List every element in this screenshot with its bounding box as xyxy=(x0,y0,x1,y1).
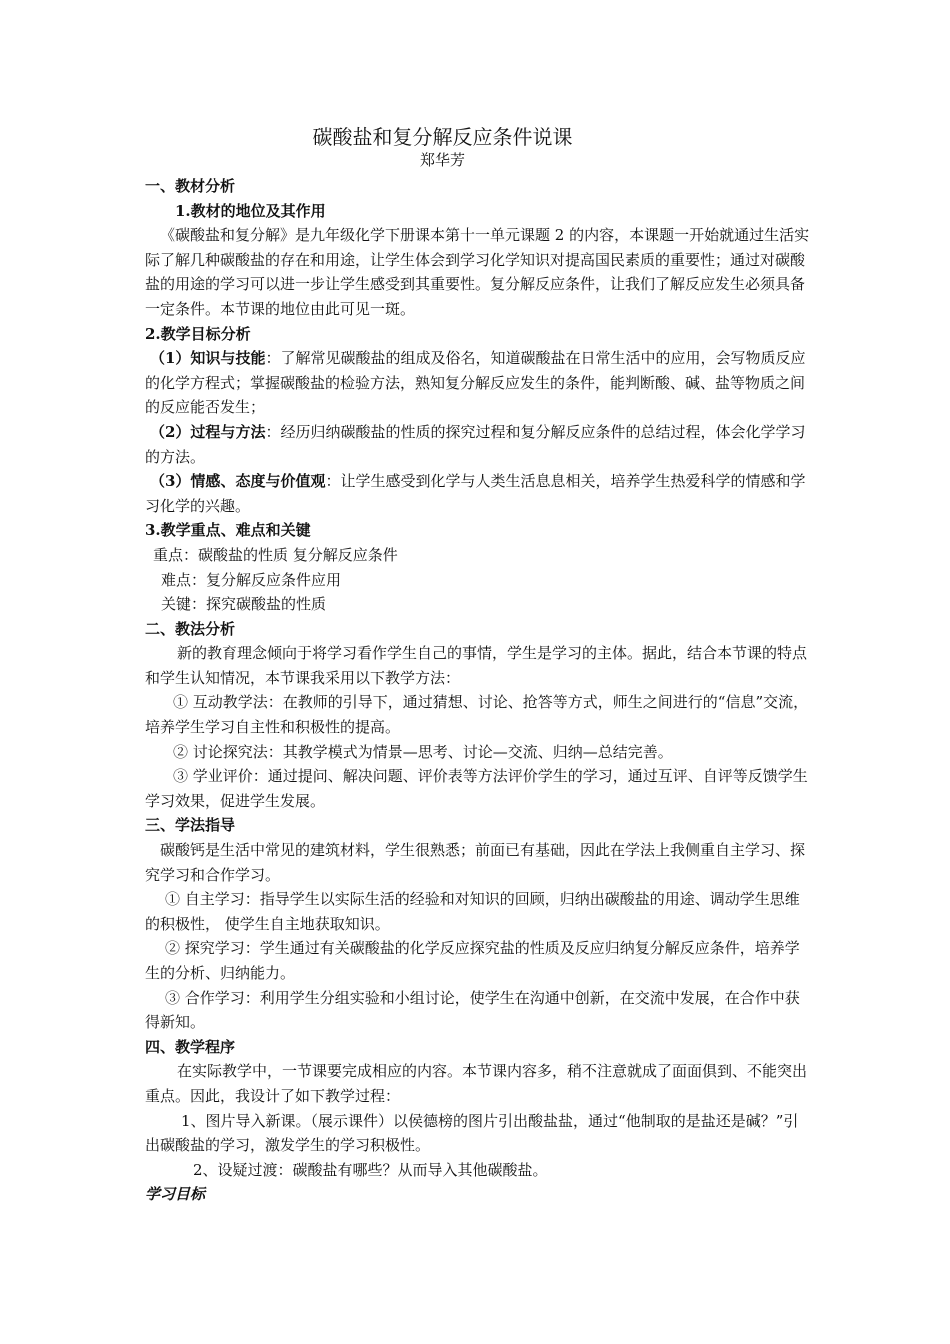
difficult-point: 难点：复分解反应条件应用 xyxy=(161,570,342,589)
paragraph-study-intro: 碳酸钙是生活中常见的建筑材料，学生很熟悉；前面已有基础，因此在学法上我侧重自主学习、探究学习和合作学习。 xyxy=(145,841,806,884)
procedure-step-2: 2、设疑过渡：碳酸盐有哪些？从而导入其他碳酸盐。 xyxy=(193,1160,548,1179)
goal-process-label: （2）过程与方法 xyxy=(150,422,266,441)
goal-emotion xyxy=(145,469,810,518)
subheading-1-2: 2.教学目标分析 xyxy=(145,324,251,343)
document-title: 碳酸盐和复分解反应条件说课 xyxy=(312,125,573,149)
method-evaluation: ③ 学业评价：通过提问、解决问题、评价表等方法评价学生的学习，通过互评、自评等反馈学生学习效果，促进学生发展。 xyxy=(145,767,808,810)
section-heading-2: 二、教法分析 xyxy=(145,619,236,638)
document-body xyxy=(145,174,810,1207)
key-point: 重点：碳酸盐的性质 复分解反应条件 xyxy=(153,545,398,564)
paragraph-procedure-intro: 在实际教学中，一节课要完成相应的内容。本节课内容多，稍不注意就成了面面俱到、不能突出重点。因此，我设计了如下教学过程： xyxy=(145,1062,808,1105)
section-heading-4: 四、教学程序 xyxy=(145,1037,236,1056)
paragraph-position: 《碳酸盐和复分解》是九年级化学下册课本第十一单元课题 2 的内容，本课题一开始就通过生活实际了解几种碳酸盐的存在和用途，让学生体会到学习化学知识对提高国民素质的重要性；通过对碳酸盐的用途的学习可以进一步让学生感受到其重要性。复分解反应条件，让我们了解反应发生必须具备一定条件。本节课的地位由此可见一斑。 xyxy=(145,226,810,318)
goal-emotion-label: （3）情感、态度与价值观 xyxy=(150,472,326,491)
goal-knowledge-text: ：了解常见碳酸盐的组成及俗名，知道碳酸盐在日常生活中的应用，会写物质反应的化学方程式；掌握碳酸盐的检验方法，熟知复分解反应发生的条件，能判断酸、碱、盐等物质之间的反应能否发生； xyxy=(145,349,806,417)
procedure-step-1: 1、图片导入新课。（展示课件）以侯德榜的图片引出酸盐盐，通过“他制取的是盐还是碱？”引出碳酸盐的学习，激发学生的学习积极性。 xyxy=(145,1111,799,1155)
paragraph-method-intro: 新的教育理念倾向于将学习看作学生自己的事情，学生是学习的主体。据此，结合本节课的特点和学生认知情况，本节课我采用以下教学方法： xyxy=(145,644,808,687)
method-discussion: ② 讨论探究法：其教学模式为情景—思考、讨论—交流、归纳—总结完善。 xyxy=(173,742,673,761)
goal-process-text: ：经历归纳碳酸盐的性质的探究过程和复分解反应条件的总结过程，体会化学学习的方法。 xyxy=(145,422,806,466)
section-heading-3: 三、学法指导 xyxy=(145,816,236,835)
crux-point: 关键：探究碳酸盐的性质 xyxy=(161,595,327,614)
author-name: 郑华芳 xyxy=(419,151,465,169)
subheading-1-3: 3.教学重点、难点和关键 xyxy=(145,521,311,540)
goal-process xyxy=(145,420,810,469)
subheading-1-1: 1.教材的地位及其作用 xyxy=(175,201,326,220)
study-cooperation: ③ 合作学习：利用学生分组实验和小组讨论，使学生在沟通中创新，在交流中发展，在合作中获得新知。 xyxy=(145,988,800,1032)
study-inquiry: ② 探究学习：学生通过有关碳酸盐的化学反应探究盐的性质及反应归纳复分解反应条件，培养学生的分析、归纳能力。 xyxy=(145,939,800,982)
goal-knowledge xyxy=(145,346,810,420)
section-heading-1: 一、教材分析 xyxy=(145,177,236,195)
goal-emotion-text: ：让学生感受到化学与人类生活息息相关，培养学生热爱科学的情感和学习化学的兴趣。 xyxy=(145,472,806,515)
method-interactive: ① 互动教学法：在教师的引导下，通过猜想、讨论、抢答等方式，师生之间进行的“信息”交流，培养学生学习自主性和积极性的提高。 xyxy=(145,693,809,737)
goal-knowledge-label: （1）知识与技能 xyxy=(150,349,266,368)
study-self: ① 自主学习：指导学生以实际生活的经验和对知识的回顾，归纳出碳酸盐的用途、调动学生思维的积极性， 使学生自主地获取知识。 xyxy=(145,890,800,933)
learning-goals-heading: 学习目标 xyxy=(145,1185,206,1204)
